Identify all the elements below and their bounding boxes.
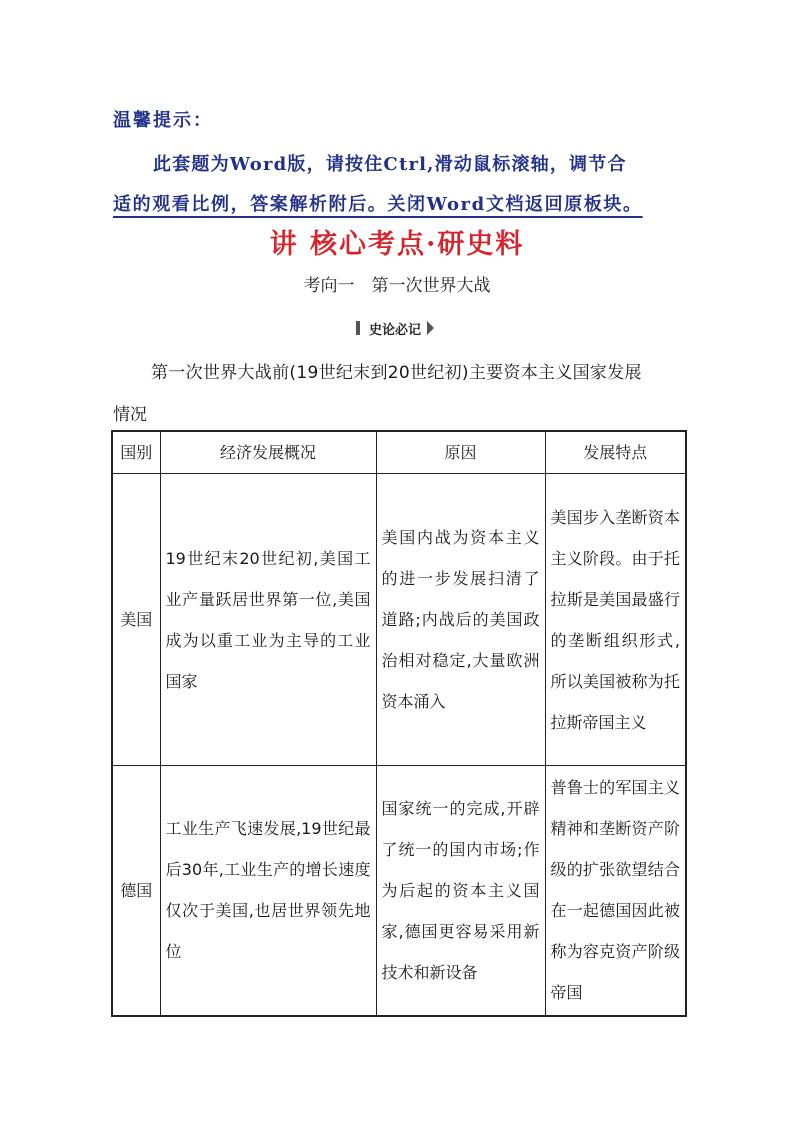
table-header-row: [112, 431, 686, 474]
economy-cell: 工业生产飞速发展,19世纪最后30年,工业生产的增长速度仅次于美国,也居世界领先地位: [160, 766, 376, 1016]
country-cell: 美国: [112, 474, 160, 766]
intro-line-1: 第一次世界大战前(19世纪末到20世纪初)主要资本主义国家发展: [151, 363, 642, 383]
reason-cell: 国家统一的完成,开辟了统一的国内市场;作为后起的资本主义国家,德国更容易采用新技术和新设备: [376, 766, 545, 1016]
feature-cell: 美国步入垄断资本主义阶段。由于托拉斯是美国最盛行的垄断组织形式,所以美国被称为托拉斯帝国主义: [545, 474, 686, 766]
feature-cell: 普鲁士的军国主义精神和垄断资产阶级的扩张欲望结合在一起德国因此被称为容克资产阶级帝国: [545, 766, 686, 1016]
tip-body: [113, 145, 683, 225]
tip-line-1: 此套题为Word版，请按住Ctrl,滑动鼠标滚轴，调节合: [153, 154, 627, 175]
table-row: [112, 474, 686, 766]
economy-cell: 19世纪末20世纪初,美国工业产量跃居世界第一位,美国成为以重工业为主导的工业国家: [160, 474, 376, 766]
powers-comparison-table: [111, 430, 687, 1017]
intro-paragraph: [113, 352, 685, 436]
section-heading: 讲 核心考点·研史料: [269, 229, 525, 260]
country-cell: 德国: [112, 766, 160, 1016]
header-feature: 发展特点: [545, 431, 686, 474]
section-subheading: 考向一 第一次世界大战: [303, 276, 491, 296]
table-row: [112, 766, 686, 1016]
tip-title: 温馨提示：: [113, 110, 213, 131]
header-country: 国别: [112, 431, 160, 474]
header-reason: 原因: [376, 431, 545, 474]
badge-arrow-icon: [427, 321, 434, 335]
header-economy: 经济发展概况: [160, 431, 376, 474]
tip-line-2: 适的观看比例，答案解析附后。关闭Word文档返回原板块。: [113, 194, 643, 215]
badge-left-bar-icon: [356, 321, 360, 335]
history-notes-badge: [356, 318, 434, 338]
reason-cell: 美国内战为资本主义的进一步发展扫清了道路;内战后的美国政治相对稳定,大量欧洲资本涌入: [376, 474, 545, 766]
intro-line-2: 情况: [113, 405, 147, 425]
badge-label: 史论必记: [368, 322, 421, 338]
